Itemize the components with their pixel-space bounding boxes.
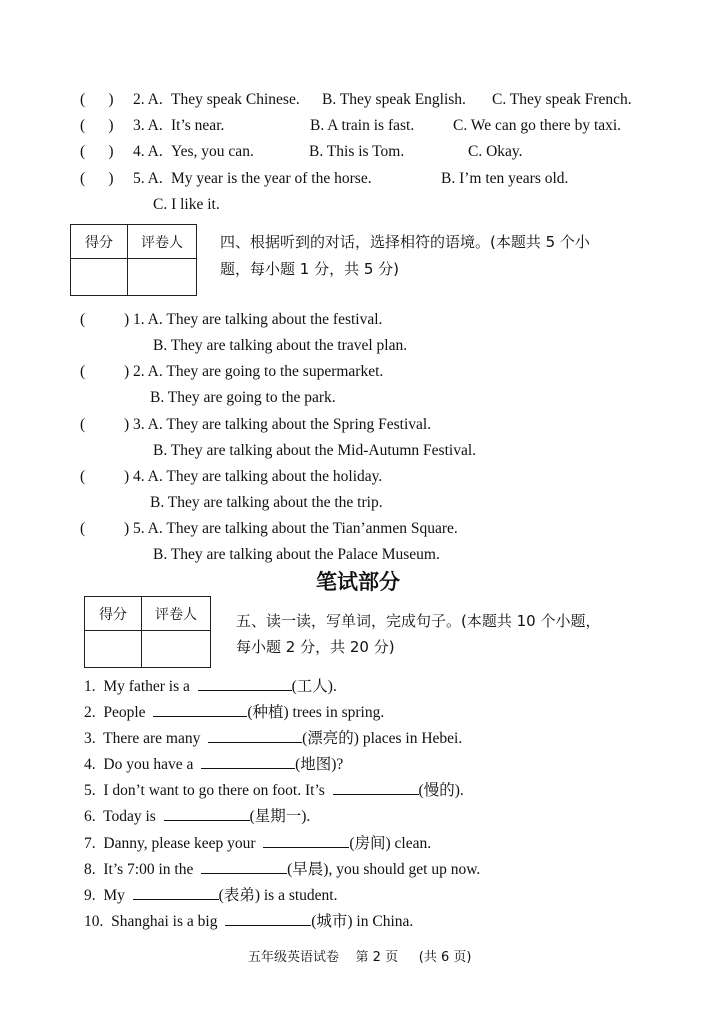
section5-item-1 bbox=[84, 676, 337, 697]
option-b: B. They are going to the park. bbox=[150, 389, 336, 406]
option-a: ) 4. A. They are talking about the holiday. bbox=[124, 468, 383, 485]
grader-cell[interactable] bbox=[128, 259, 197, 296]
grader-cell[interactable] bbox=[142, 631, 211, 668]
item-text-after: clean. bbox=[390, 835, 432, 852]
section5-item-6 bbox=[84, 806, 310, 827]
section5-title-line2: 每小题 2 分，共 20 分) bbox=[236, 638, 395, 656]
item-number: 2. bbox=[84, 704, 96, 721]
section4-title-line2: 题，每小题 1 分，共 5 分) bbox=[220, 260, 400, 278]
grader-header: 评卷人 bbox=[128, 225, 197, 259]
score-cell[interactable] bbox=[71, 259, 128, 296]
page-total: (共 6 页) bbox=[418, 950, 472, 965]
answer-paren[interactable]: ( bbox=[80, 311, 109, 328]
section5-item-10 bbox=[84, 911, 413, 932]
item-number: 10. bbox=[84, 913, 104, 930]
question-number: 3. A. bbox=[133, 117, 163, 134]
item-text: I don’t want to go there on foot. It’s bbox=[103, 782, 325, 799]
section4-title-line1: 四、根据听到的对话，选择相符的语境。(本题共 5 个小 bbox=[220, 233, 590, 251]
question-number: 2. A. bbox=[133, 91, 163, 108]
answer-blank[interactable] bbox=[133, 885, 219, 900]
section5-item-9 bbox=[84, 885, 338, 906]
section5-title-line1: 五、读一读，写单词，完成句子。(本题共 10 个小题， bbox=[236, 612, 601, 630]
item-text-after: , you should get up now. bbox=[328, 861, 481, 878]
item-hint: (星期一). bbox=[249, 808, 311, 825]
option-a: Yes, you can. bbox=[171, 143, 254, 160]
option-a: They speak Chinese. bbox=[171, 91, 300, 108]
item-text: It’s 7:00 in the bbox=[103, 861, 194, 878]
option-a: ) 2. A. They are going to the supermarket. bbox=[124, 363, 384, 380]
page-footer bbox=[248, 946, 471, 965]
item-text: People bbox=[103, 704, 146, 721]
option-b: B. They are talking about the travel plan. bbox=[153, 337, 408, 354]
option-c: C. We can go there by taxi. bbox=[453, 117, 622, 134]
option-a: ) 3. A. They are talking about the Spring Festival. bbox=[124, 416, 432, 433]
score-header: 得分 bbox=[71, 225, 128, 259]
score-box bbox=[70, 224, 197, 296]
written-part-title: 笔试部分 bbox=[316, 570, 400, 594]
item-text: My bbox=[103, 887, 125, 904]
item-text: Shanghai is a big bbox=[111, 913, 218, 930]
answer-blank[interactable] bbox=[198, 676, 292, 691]
option-b: B. They are talking about the the trip. bbox=[150, 494, 383, 511]
answer-paren[interactable]: ( bbox=[80, 520, 109, 537]
item-number: 1. bbox=[84, 678, 96, 695]
answer-paren[interactable]: ( bbox=[80, 416, 109, 433]
section5-item-8 bbox=[84, 859, 480, 880]
answer-paren[interactable]: ( ) bbox=[80, 170, 114, 187]
question-number: 4. A. bbox=[133, 143, 163, 160]
section5-item-2 bbox=[84, 702, 384, 723]
answer-paren[interactable]: ( ) bbox=[80, 91, 114, 108]
section5-item-5 bbox=[84, 780, 464, 801]
item-text-after: in China. bbox=[352, 913, 414, 930]
section5-item-7 bbox=[84, 833, 431, 854]
answer-paren[interactable]: ( ) bbox=[80, 143, 114, 160]
item-hint: (城市) bbox=[311, 913, 353, 930]
answer-blank[interactable] bbox=[208, 728, 302, 743]
item-hint: (表弟) bbox=[218, 887, 260, 904]
option-a: My year is the year of the horse. bbox=[171, 170, 372, 187]
answer-blank[interactable] bbox=[333, 780, 419, 795]
option-b: B. A train is fast. bbox=[310, 117, 415, 134]
item-text-after: is a student. bbox=[260, 887, 338, 904]
answer-blank[interactable] bbox=[201, 754, 295, 769]
option-a: It’s near. bbox=[171, 117, 225, 134]
answer-blank[interactable] bbox=[263, 833, 349, 848]
option-b: B. This is Tom. bbox=[309, 143, 405, 160]
option-b: B. I’m ten years old. bbox=[441, 170, 569, 187]
option-a: ) 5. A. They are talking about the Tian’anmen Square. bbox=[124, 520, 458, 537]
option-b: B. They are talking about the Mid-Autumn Festival. bbox=[153, 442, 477, 459]
item-text: Today is bbox=[103, 808, 156, 825]
item-hint: (工人). bbox=[291, 678, 337, 695]
section5-item-4 bbox=[84, 754, 343, 775]
answer-blank[interactable] bbox=[201, 859, 287, 874]
score-header: 得分 bbox=[85, 597, 142, 631]
score-cell[interactable] bbox=[85, 631, 142, 668]
item-hint: (漂亮的) bbox=[302, 730, 359, 747]
question-number: 5. A. bbox=[133, 170, 163, 187]
item-text: Danny, please keep your bbox=[103, 835, 256, 852]
option-b: B. They are talking about the Palace Museum. bbox=[153, 546, 440, 563]
option-c: C. They speak French. bbox=[492, 91, 632, 108]
answer-blank[interactable] bbox=[153, 702, 247, 717]
item-text: Do you have a bbox=[103, 756, 194, 773]
option-a: ) 1. A. They are talking about the festival. bbox=[124, 311, 383, 328]
item-number: 9. bbox=[84, 887, 96, 904]
item-text: There are many bbox=[103, 730, 201, 747]
item-hint: (地图)? bbox=[295, 756, 344, 773]
answer-paren[interactable]: ( bbox=[80, 468, 109, 485]
exam-name: 五年级英语试卷 bbox=[248, 950, 340, 965]
item-text-after: places in Hebei. bbox=[358, 730, 463, 747]
page-number: 第 2 页 bbox=[355, 950, 399, 965]
answer-paren[interactable]: ( bbox=[80, 363, 109, 380]
item-hint: (早晨) bbox=[287, 861, 329, 878]
item-number: 4. bbox=[84, 756, 96, 773]
item-text-after: trees in spring. bbox=[288, 704, 385, 721]
item-number: 6. bbox=[84, 808, 96, 825]
item-hint: (种植) bbox=[247, 704, 289, 721]
grader-header: 评卷人 bbox=[142, 597, 211, 631]
item-number: 7. bbox=[84, 835, 96, 852]
answer-blank[interactable] bbox=[225, 911, 311, 926]
option-c: C. Okay. bbox=[468, 143, 523, 160]
option-b: B. They speak English. bbox=[322, 91, 466, 108]
item-number: 3. bbox=[84, 730, 96, 747]
item-number: 5. bbox=[84, 782, 96, 799]
item-hint: (慢的). bbox=[418, 782, 464, 799]
option-c: C. I like it. bbox=[153, 196, 220, 213]
answer-paren[interactable]: ( ) bbox=[80, 117, 114, 134]
score-box bbox=[84, 596, 211, 668]
answer-blank[interactable] bbox=[164, 806, 250, 821]
item-text: My father is a bbox=[103, 678, 190, 695]
item-number: 8. bbox=[84, 861, 96, 878]
section5-item-3 bbox=[84, 728, 462, 749]
item-hint: (房间) bbox=[349, 835, 391, 852]
